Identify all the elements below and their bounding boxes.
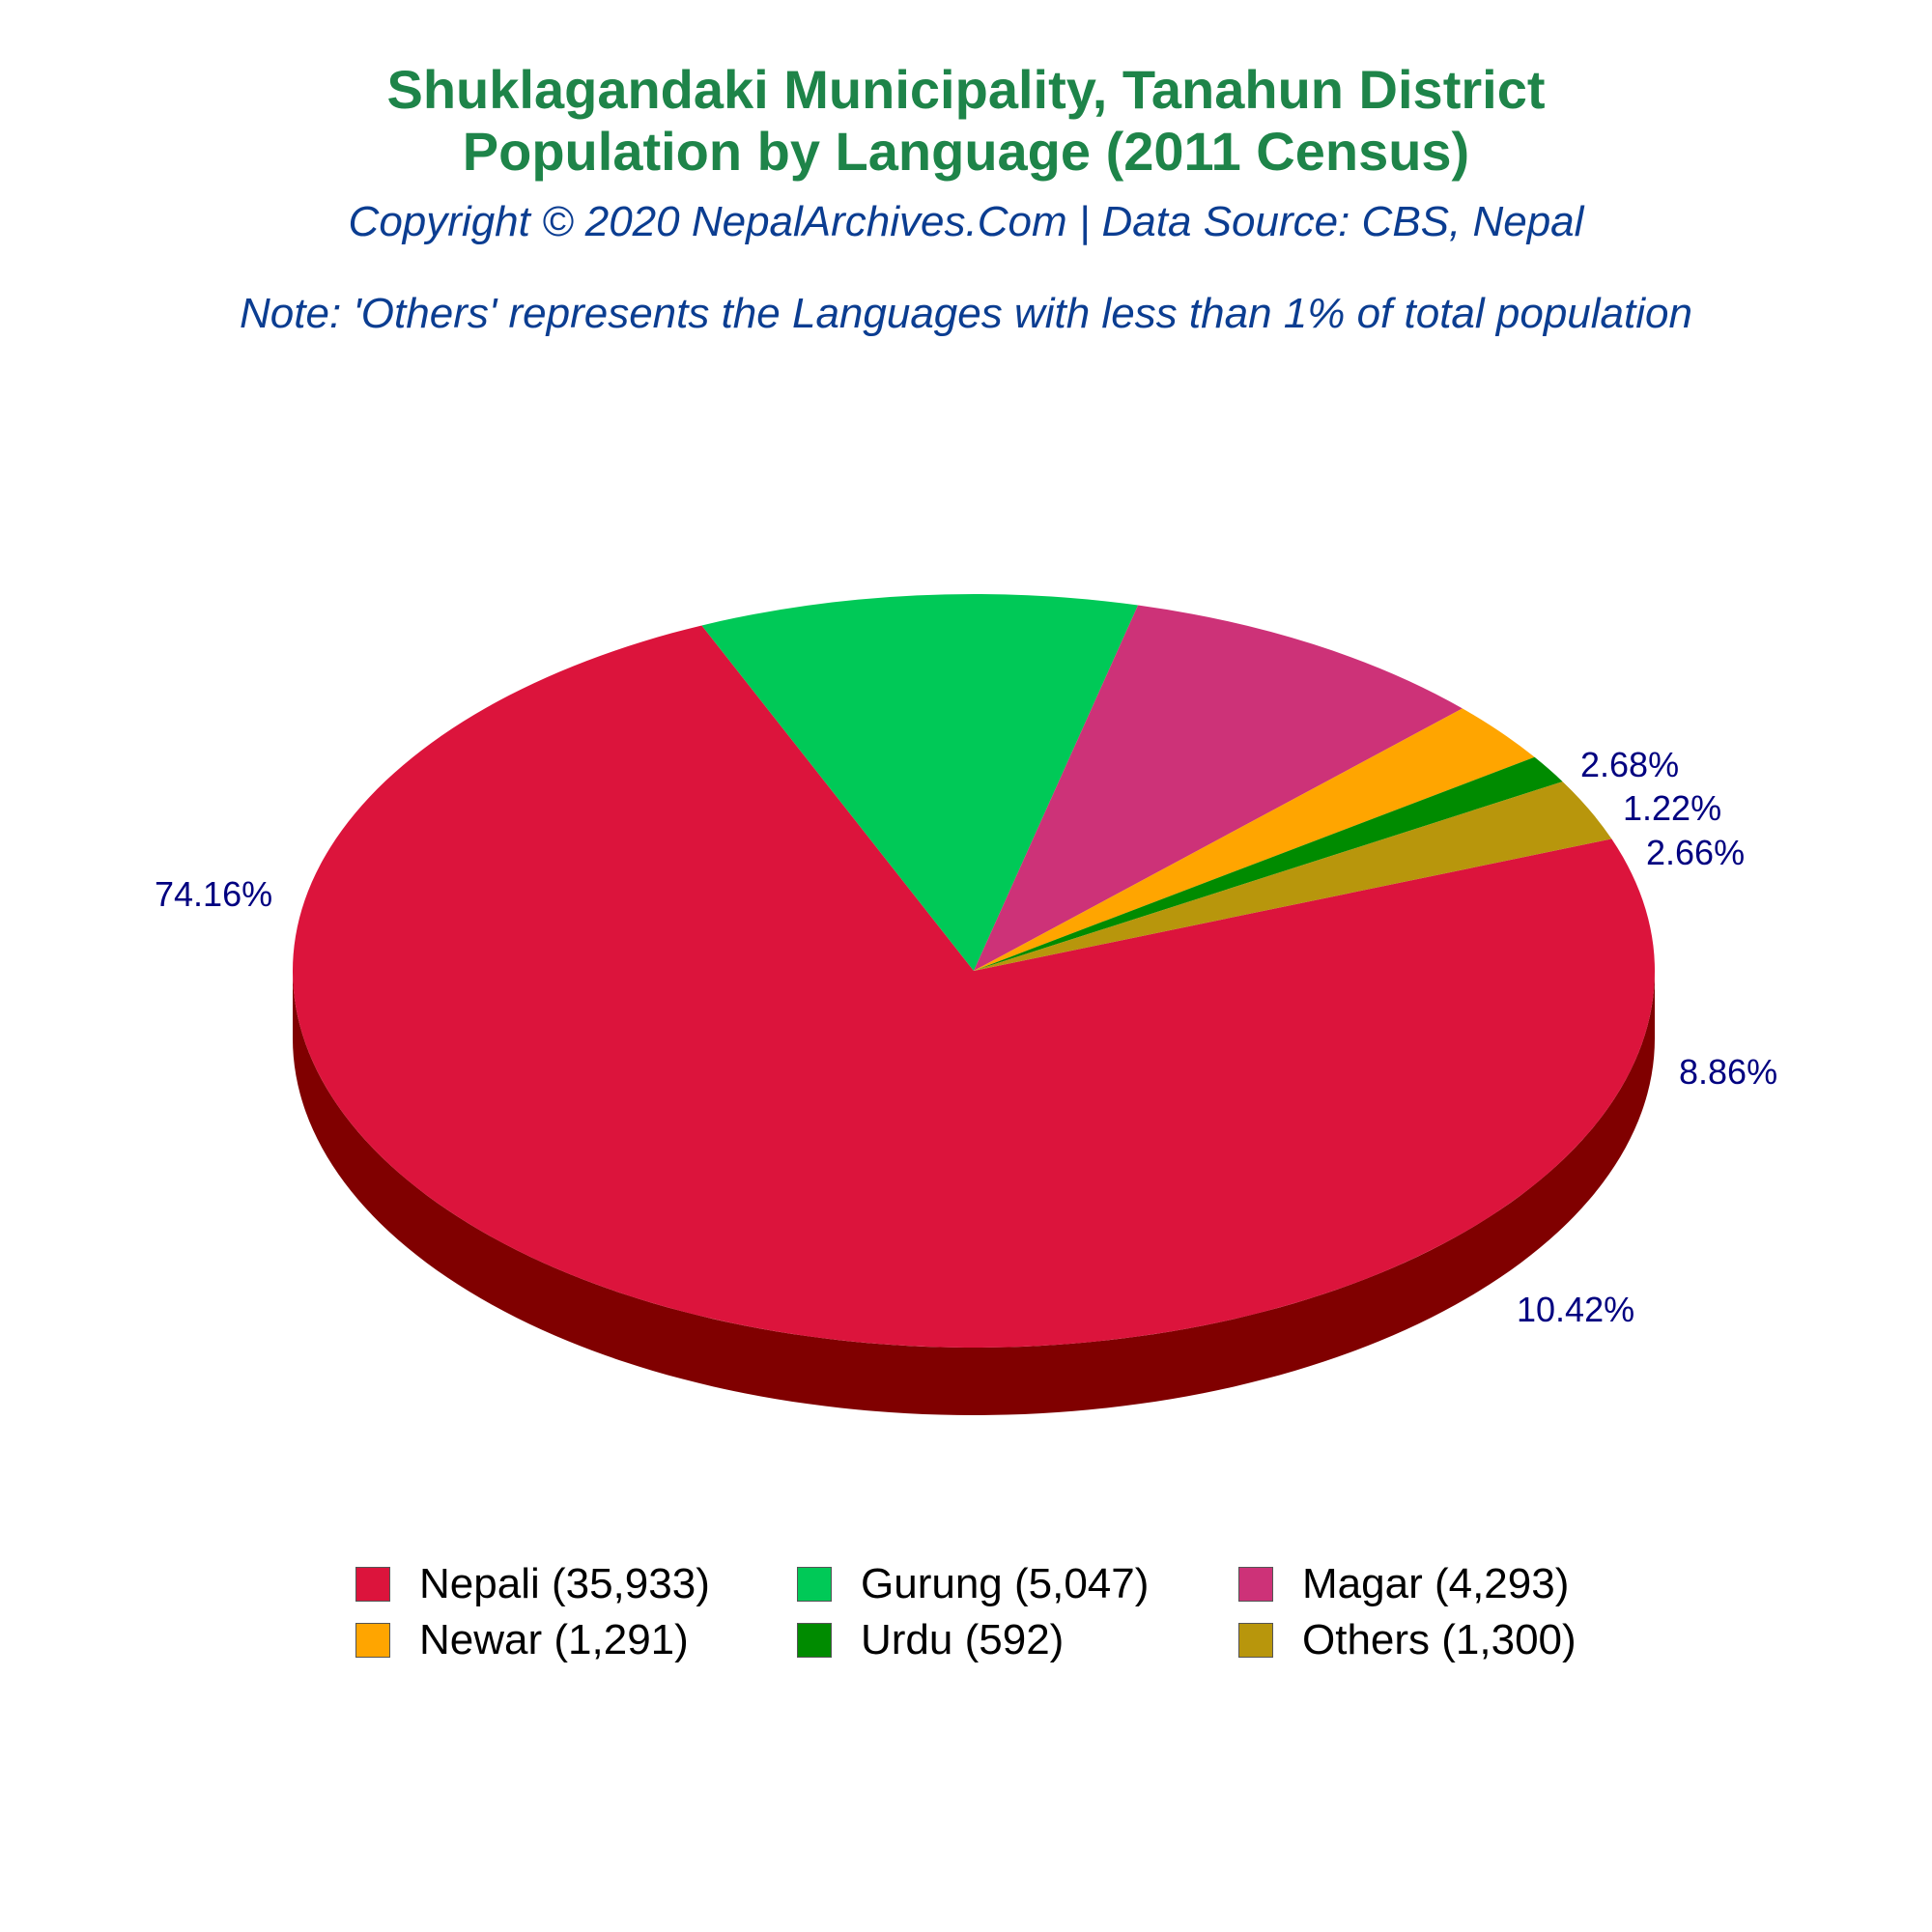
pie-label-others: 2.68% bbox=[1580, 745, 1680, 784]
legend-swatch bbox=[797, 1623, 832, 1658]
chart-title-line2: Population by Language (2011 Census) bbox=[462, 121, 1470, 182]
pie-label-magar: 8.86% bbox=[1679, 1052, 1778, 1092]
legend-label: Newar (1,291) bbox=[419, 1616, 689, 1663]
legend-label: Others (1,300) bbox=[1302, 1616, 1577, 1663]
legend-label: Urdu (592) bbox=[861, 1616, 1065, 1663]
legend-swatch bbox=[1238, 1623, 1273, 1658]
legend-item-urdu bbox=[797, 1616, 1064, 1664]
legend-label: Magar (4,293) bbox=[1302, 1560, 1570, 1607]
pie-tops bbox=[293, 594, 1655, 1348]
legend-item-magar bbox=[1238, 1560, 1569, 1608]
pie-label-newar: 2.66% bbox=[1646, 833, 1746, 872]
chart-title-line1: Shuklagandaki Municipality, Tanahun District bbox=[386, 59, 1546, 120]
pie-label-nepali: 74.16% bbox=[155, 874, 273, 914]
legend-label: Nepali (35,933) bbox=[419, 1560, 710, 1607]
legend-swatch bbox=[797, 1567, 832, 1602]
pie-label-gurung: 10.42% bbox=[1517, 1290, 1635, 1329]
legend-swatch bbox=[355, 1623, 390, 1658]
legend-item-gurung bbox=[797, 1560, 1149, 1608]
legend-item-others bbox=[1238, 1616, 1577, 1664]
legend-swatch bbox=[1238, 1567, 1273, 1602]
note-text: Note: 'Others' represents the Languages with less than 1% of total population bbox=[240, 290, 1692, 337]
copyright-text: Copyright © 2020 NepalArchives.Com | Data Source: CBS, Nepal bbox=[348, 198, 1584, 245]
legend-item-newar bbox=[355, 1616, 689, 1664]
legend-item-nepali bbox=[355, 1560, 710, 1608]
legend-swatch bbox=[355, 1567, 390, 1602]
pie-label-urdu: 1.22% bbox=[1623, 788, 1722, 828]
legend-label: Gurung (5,047) bbox=[861, 1560, 1150, 1607]
